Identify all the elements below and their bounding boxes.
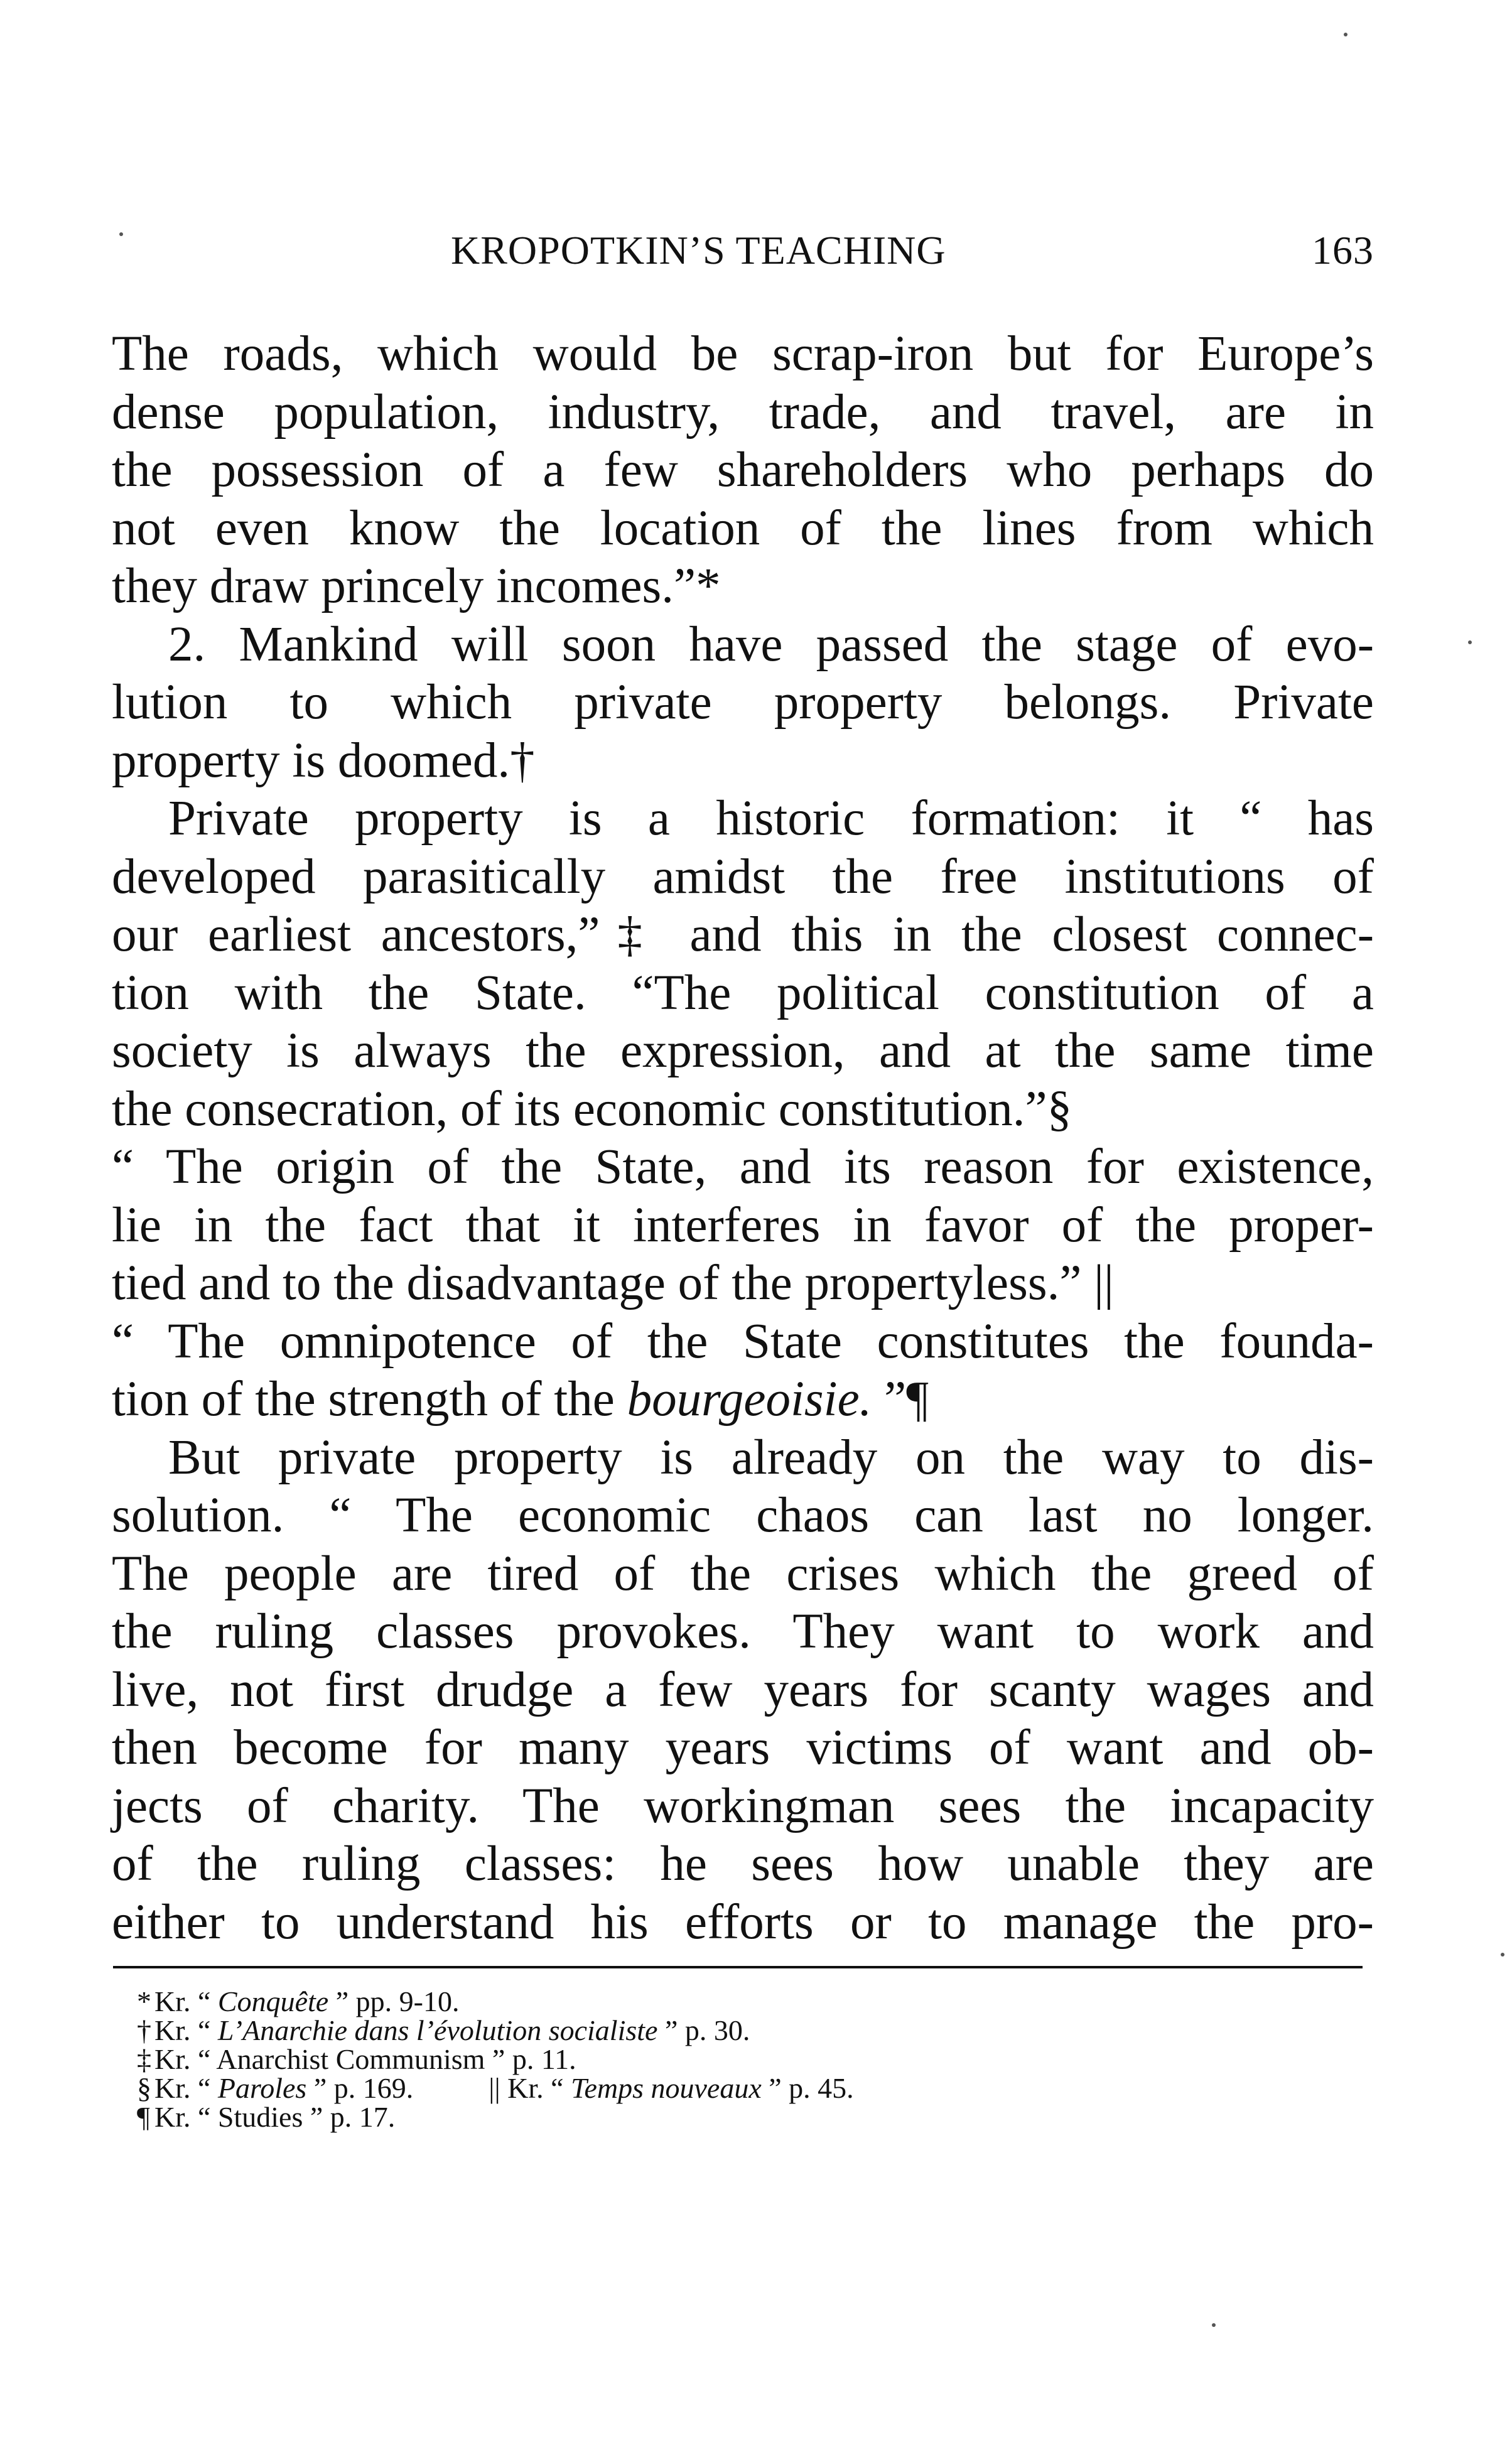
footnote-text: Kr. “ Studies ” p. 17. bbox=[154, 2101, 396, 2133]
text-line: The people are tired of the crises which the greed of bbox=[112, 1546, 1374, 1601]
text-fragment: ”¶ bbox=[872, 1372, 929, 1427]
text-line: tion with the State. “The political constitution of a bbox=[112, 965, 1374, 1020]
page-number: 163 bbox=[1312, 228, 1374, 273]
text-line: “ The omnipotence of the State constitutes the founda- bbox=[112, 1314, 1374, 1369]
footnote-mark: ¶ bbox=[137, 2101, 150, 2133]
footnote-mark: * bbox=[137, 1985, 151, 2017]
footnote-mark: § bbox=[137, 2072, 151, 2104]
footnote-text: ” pp. 9-10. bbox=[328, 1985, 460, 2017]
scan-speck bbox=[1468, 640, 1472, 644]
text-line: dense population, industry, trade, and travel, are in bbox=[112, 384, 1374, 440]
scan-speck bbox=[1212, 2323, 1216, 2327]
scan-speck bbox=[1501, 1953, 1504, 1957]
footnote-mark: ‡ bbox=[137, 2043, 151, 2075]
footnotes bbox=[137, 1987, 1204, 2132]
scan-speck bbox=[1344, 33, 1347, 36]
footnote-mark: || bbox=[489, 2072, 500, 2104]
footnote bbox=[137, 2016, 1204, 2045]
text-line: tied and to the disadvantage of the propertyless.” || bbox=[112, 1256, 1114, 1310]
text-line: either to understand his efforts or to manage the pro- bbox=[112, 1894, 1374, 1950]
text-line: the consecration, of its economic constitution.”§ bbox=[112, 1081, 1072, 1136]
footnote bbox=[137, 2074, 1204, 2103]
footnote bbox=[137, 1987, 1204, 2016]
text-line: then become for many years victims of want and ob- bbox=[112, 1720, 1374, 1775]
footnote-title: L’Anarchie dans l’évolution socialiste bbox=[217, 2014, 658, 2046]
footnote-text: ” p. 169. bbox=[306, 2072, 414, 2104]
body-text bbox=[112, 325, 1374, 1951]
text-line: developed parasitically amidst the free institutions of bbox=[112, 849, 1374, 904]
text-line: property is doomed.† bbox=[112, 733, 535, 788]
footnote-text: Kr. “ bbox=[507, 2072, 571, 2104]
footnote-divider bbox=[113, 1966, 1363, 1968]
footnote-text: Kr. “ bbox=[154, 2014, 218, 2046]
text-line: of the ruling classes: he sees how unable they are bbox=[112, 1837, 1374, 1891]
text-line: the ruling classes provokes. They want to work and bbox=[112, 1604, 1374, 1659]
text-line: they draw princely incomes.”* bbox=[112, 559, 721, 613]
text-line: society is always the expression, and at the same time bbox=[112, 1023, 1374, 1078]
text-line: But private property is already on the way to dis- bbox=[168, 1430, 1374, 1485]
footnote-mark: † bbox=[137, 2014, 151, 2046]
footnote-text: ” p. 30. bbox=[657, 2014, 750, 2046]
running-title: KROPOTKIN’S TEACHING bbox=[451, 228, 946, 273]
text-line: Private property is a historic formation: it “ has bbox=[168, 791, 1374, 846]
text-line: 2. Mankind will soon have passed the stage of evo- bbox=[168, 617, 1374, 672]
scan-speck bbox=[119, 232, 123, 236]
footnote bbox=[137, 2103, 1204, 2132]
text-line: the possession of a few shareholders who perhaps do bbox=[112, 443, 1374, 497]
footnote-title: Temps nouveaux bbox=[571, 2072, 762, 2104]
text-line: our earliest ancestors,”‡ and this in the closest connec- bbox=[112, 907, 1374, 962]
italic-term: bourgeoisie. bbox=[627, 1372, 872, 1427]
footnote-text: ” p. 45. bbox=[761, 2072, 854, 2104]
text-line: “ The origin of the State, and its reason for existence, bbox=[112, 1140, 1374, 1194]
text-line: lie in the fact that it interferes in favor of the proper- bbox=[112, 1197, 1374, 1253]
footnote-text: Kr. “ Anarchist Communism ” p. 11. bbox=[154, 2043, 576, 2075]
text-line: live, not first drudge a few years for scanty wages and bbox=[112, 1662, 1374, 1717]
footnote-title: Conquête bbox=[217, 1985, 329, 2017]
text-fragment: tion of the strength of the bbox=[112, 1372, 627, 1427]
footnote-title: Paroles bbox=[217, 2072, 307, 2104]
footnote-text: Kr. “ bbox=[154, 2072, 218, 2104]
page-header bbox=[112, 227, 1374, 278]
text-line: The roads, which would be scrap-iron but for Europe’s bbox=[112, 327, 1374, 381]
footnote bbox=[137, 2045, 1204, 2074]
text-line bbox=[112, 1371, 1374, 1429]
text-line: solution. “ The economic chaos can last no longer. bbox=[112, 1488, 1374, 1543]
text-line: lution to which private property belongs. Private bbox=[112, 675, 1374, 730]
text-line: not even know the location of the lines from which bbox=[112, 500, 1374, 556]
text-line: jects of charity. The workingman sees the incapacity bbox=[112, 1778, 1374, 1833]
footnote-text: Kr. “ bbox=[154, 1985, 218, 2017]
